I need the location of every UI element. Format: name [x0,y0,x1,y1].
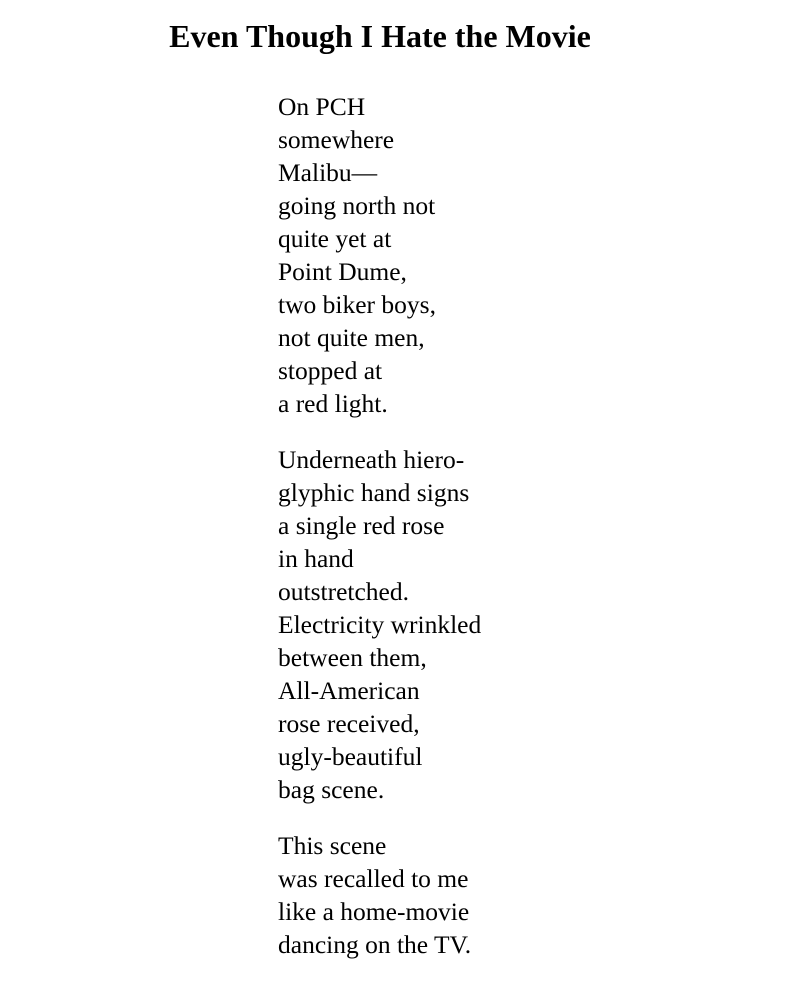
poem-line: two biker boys, [278,290,436,319]
poem-line: glyphic hand signs [278,478,470,507]
poem-line: a single red rose [278,511,445,540]
poem-line: rose received, [278,709,420,738]
poem-line: Electricity wrinkled [278,610,482,639]
stanza-3 [278,829,481,961]
poem-line: going north not [278,191,436,220]
poem-line: Malibu— [278,158,378,187]
poem-line: bag scene. [278,775,385,804]
poem-line: outstretched. [278,577,409,606]
poem-line: This scene [278,831,387,860]
stanza-2 [278,443,481,806]
poem-title: Even Though I Hate the Movie [169,18,591,54]
poem-line: a red light. [278,389,388,418]
poem-line: On PCH [278,92,366,121]
poem-line: Point Dume, [278,257,407,286]
poem-body [278,90,481,961]
poem-line: between them, [278,643,427,672]
poem-line: quite yet at [278,224,392,253]
poem-line: was recalled to me [278,864,469,893]
poem-line: not quite men, [278,323,425,352]
stanza-1 [278,90,481,420]
poem-line: in hand [278,544,354,573]
poem-line: like a home-movie [278,897,470,926]
poem-line: dancing on the TV. [278,930,472,959]
poem-line: somewhere [278,125,395,154]
poem-line: ugly-beautiful [278,742,423,771]
poem-line: Underneath hiero- [278,445,465,474]
poem-line: All-American [278,676,420,705]
poem-line: stopped at [278,356,383,385]
